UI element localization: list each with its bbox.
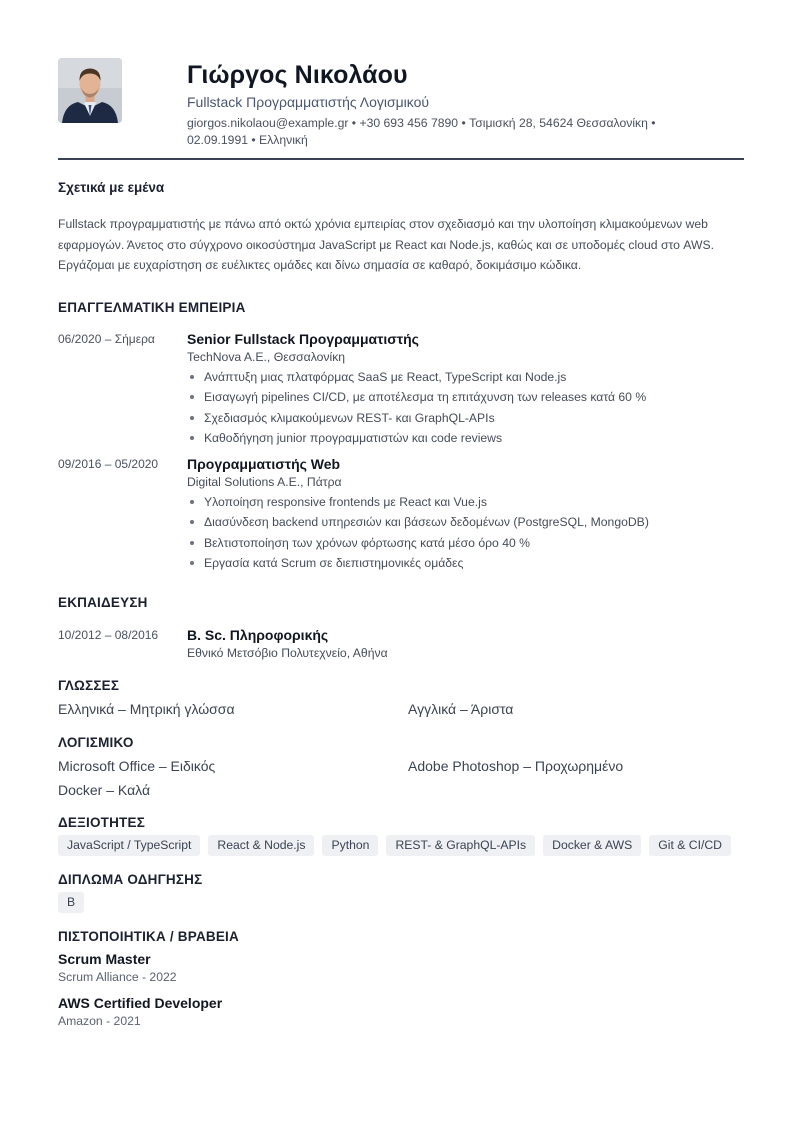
languages-section-title: ΓΛΩΣΣΕΣ (58, 678, 120, 693)
job-bullet: Υλοποίηση responsive frontends με React και Vue.js (187, 492, 744, 512)
skill-chip: REST- & GraphQL-APIs (386, 835, 535, 856)
certificate-name: Scrum Master (58, 951, 151, 967)
job-bullet: Βελτιστοποίηση των χρόνων φόρτωσης κατά μέσο όρο 40 % (187, 533, 744, 553)
certificate-name: AWS Certified Developer (58, 995, 223, 1011)
license-section-title: ΔΙΠΛΩΜΑ ΟΔΗΓΗΣΗΣ (58, 872, 203, 887)
about-text: Fullstack προγραμματιστής με πάνω από οκτώ χρόνια εμπειρίας στον σχεδιασμό και την υλοποίηση κλιμακούμενων web εφαρμογών. Άνετος στο σύγχρονο οικοσύστημα JavaScript με React και Node.js, καθώς και σε υποδομές cloud στο AWS. Εργάζομαι με ευχαρίστηση σε ευέλικτες ομάδες και δίνω σημασία σε καθαρό, δοκιμάσιμο κώδικα. (58, 217, 714, 272)
skill-chip: React & Node.js (208, 835, 314, 856)
job-bullet: Σχεδιασμός κλιμακούμενων REST- και GraphQL-APIs (187, 408, 744, 428)
education-degree: B. Sc. Πληροφορικής (187, 627, 329, 643)
profile-photo (58, 58, 122, 123)
job-company: TechNova A.E., Θεσσαλονίκη (187, 350, 346, 364)
experience-section-title: ΕΠΑΓΓΕΛΜΑΤΙΚΗ ΕΜΠΕΙΡΙΑ (58, 300, 246, 315)
resume-job-title: Fullstack Προγραμματιστής Λογισμικού (187, 94, 430, 110)
skill-chip: Python (322, 835, 378, 856)
job-bullet: Διασύνδεση backend υπηρεσιών και βάσεων δεδομένων (PostgreSQL, MongoDB) (187, 512, 744, 532)
education-section-title: ΕΚΠΑΙΔΕΥΣΗ (58, 595, 148, 610)
job-bullet: Εργασία κατά Scrum σε διεπιστημονικές ομάδες (187, 553, 744, 573)
language-item: Αγγλικά – Άριστα (408, 701, 514, 717)
job-dates: 06/2020 – Σήμερα (58, 332, 155, 346)
certificates-section-title: ΠΙΣΤΟΠΟΙΗΤΙΚΑ / ΒΡΑΒΕΙΑ (58, 929, 239, 944)
software-item: Microsoft Office – Ειδικός (58, 758, 216, 774)
certificate-issuer: Amazon - 2021 (58, 1014, 141, 1028)
profile-photo-image (58, 58, 122, 123)
software-section-title: ΛΟΓΙΣΜΙΚΟ (58, 735, 134, 750)
job-bullet-list (187, 492, 744, 573)
certificate-entry (58, 950, 177, 986)
resume-page (58, 58, 744, 1028)
certificate-entry (58, 994, 222, 1030)
skill-chip: JavaScript / TypeScript (58, 835, 200, 856)
job-title: Senior Fullstack Προγραμματιστής (187, 331, 419, 347)
software-item: Docker – Καλά (58, 782, 151, 798)
software-item: Adobe Photoshop – Προχωρημένο (408, 758, 624, 774)
contact-info: giorgos.nikolaou@example.gr • +30 693 456 7890 • Τσιμισκή 28, 54624 Θεσσαλονίκη • 02.09.1991 • Ελληνική (187, 116, 656, 147)
job-dates: 09/2016 – 05/2020 (58, 457, 159, 471)
education-school: Εθνικό Μετσόβιο Πολυτεχνείο, Αθήνα (187, 646, 388, 660)
job-bullet: Εισαγωγή pipelines CI/CD, με αποτέλεσμα τη επιτάχυνση των releases κατά 60 % (187, 387, 744, 407)
skills-section-title: ΔΕΞΙΟΤΗΤΕΣ (58, 815, 145, 830)
job-company: Digital Solutions A.E., Πάτρα (187, 475, 342, 489)
resume-header (58, 58, 744, 160)
license-chip: B (58, 892, 84, 913)
about-section-title: Σχετικά με εμένα (58, 180, 165, 195)
education-dates: 10/2012 – 08/2016 (58, 628, 159, 642)
skill-chip: Docker & AWS (543, 835, 641, 856)
resume-name: Γιώργος Νικολάου (187, 61, 408, 89)
job-title: Προγραμματιστής Web (187, 456, 341, 472)
certificate-issuer: Scrum Alliance - 2022 (58, 970, 177, 984)
job-bullet: Ανάπτυξη μιας πλατφόρμας SaaS με React, TypeScript και Node.js (187, 367, 744, 387)
skills-chip-list (58, 835, 731, 856)
job-bullet: Καθοδήγηση junior προγραμματιστών και code reviews (187, 428, 744, 448)
language-item: Ελληνικά – Μητρική γλώσσα (58, 701, 235, 717)
job-bullet-list (187, 367, 744, 448)
skill-chip: Git & CI/CD (649, 835, 731, 856)
